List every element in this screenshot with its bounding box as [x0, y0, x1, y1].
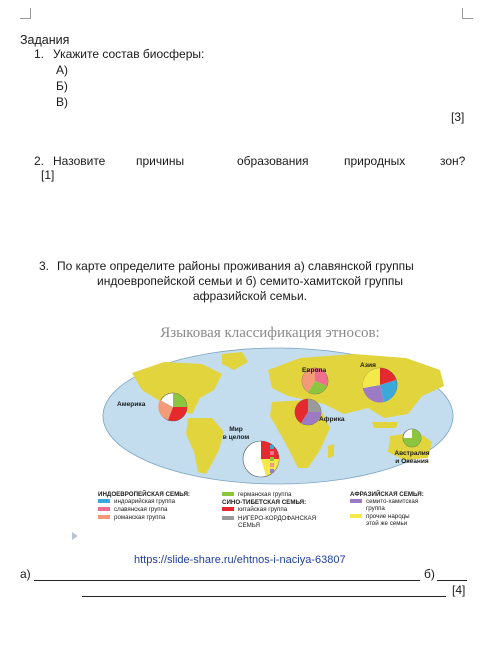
task-3-line-1: По карте определите районы проживания а) славянской группы [57, 259, 414, 273]
world-key-4 [270, 463, 274, 467]
legend-swatch-other [350, 514, 362, 518]
answer-a-line[interactable] [34, 580, 420, 581]
legend-afro-heading: АФРАЗИЙСКАЯ СЕМЬЯ: [350, 491, 424, 498]
task-2-score: [1] [41, 168, 55, 182]
world-key-3 [270, 457, 274, 461]
answer-b-line[interactable] [437, 580, 467, 581]
legend-item-semito-1: семито-хамитская [366, 498, 419, 505]
task-1-number: 1. [34, 47, 45, 61]
task-3-line-3: афразийской семьи. [193, 289, 307, 303]
task-2-word-5: зон? [440, 154, 466, 168]
region-label-australia-2: и Океания [395, 458, 429, 465]
task-3-line-2: индоевропейской семьи и б) семито-хамитской группы [97, 274, 403, 288]
legend-swatch-indoarian [98, 499, 110, 503]
world-key-1 [270, 445, 274, 449]
legend-swatch-romance [98, 515, 110, 519]
source-link[interactable]: https://slide-share.ru/ehtnos-i-naciya-63807 [134, 554, 346, 566]
madagascar-land [328, 444, 334, 458]
answer-b-label: б) [424, 567, 435, 581]
region-label-europe: Европа [302, 367, 327, 374]
task-1-question: Укажите состав биосферы: [53, 47, 205, 61]
task-2-word-1: Назовите [53, 154, 106, 168]
page-corner-left-mark [20, 8, 31, 19]
pie-asia [363, 368, 397, 403]
region-label-australia: Австралия [394, 450, 430, 457]
legend-item-slavic: славянская группа [114, 506, 168, 513]
legend-swatch-semito [350, 499, 362, 503]
task-1-score: [3] [451, 110, 465, 124]
indonesia-land [372, 422, 398, 428]
legend-item-niger-1: НИГЕРО-КОРДОФАНСКАЯ [238, 515, 317, 522]
task-1-option-b: Б) [56, 79, 68, 93]
legend-item-other-2: этой же семьи [366, 520, 408, 527]
world-key-5 [270, 469, 274, 473]
region-label-america: Америка [117, 401, 146, 408]
play-arrow-icon [72, 532, 78, 540]
task-2-word-2: причины [136, 154, 185, 168]
page-title: Задания [20, 33, 70, 47]
legend-item-niger-2: СЕМЬЯ [238, 522, 261, 529]
region-label-asia: Азия [360, 362, 376, 369]
legend-swatch-germanic [222, 492, 234, 496]
task-2-word-4: природных [344, 154, 406, 168]
task-2-word-3: образования [237, 154, 309, 168]
task-1-option-c: В) [56, 95, 68, 109]
legend-item-romance: романская группа [114, 514, 166, 521]
answer-a-label: а) [20, 567, 31, 581]
pie-australia [403, 429, 421, 447]
legend-sino-heading: СИНО-ТИБЕТСКАЯ СЕМЬЯ: [222, 499, 307, 506]
task-3-number: 3. [39, 259, 50, 273]
legend-indo-heading: ИНДОЕВРОПЕЙСКАЯ СЕМЬЯ: [98, 491, 190, 498]
figure-title: Языковая классификация этносов: [160, 325, 380, 341]
legend-item-semito-2: группа [366, 505, 385, 512]
legend-swatch-slavic [98, 507, 110, 511]
legend-swatch-niger [222, 516, 234, 520]
language-map-svg [72, 318, 472, 540]
task-1-option-a: А) [56, 63, 68, 77]
pie-africa [295, 399, 321, 425]
pie-america [158, 393, 187, 421]
legend-item-chinese: китайская группа [238, 506, 288, 513]
task-2-number: 2. [34, 154, 45, 168]
legend-swatch-chinese [222, 507, 234, 511]
answer-second-line[interactable] [82, 596, 446, 597]
answer-score: [4] [452, 583, 466, 597]
legend-item-indoarian: индоарийская группа [114, 498, 176, 505]
region-label-africa: Африка [319, 416, 345, 423]
legend-item-germanic: германская группа [238, 491, 292, 498]
legend-item-other-1: прочие народы [366, 513, 410, 520]
region-label-world: Мир [229, 426, 243, 433]
language-map-figure [72, 318, 472, 540]
page-corner-right-mark [462, 8, 473, 19]
world-key-2 [270, 451, 274, 455]
region-label-world-2: в целом [222, 434, 250, 441]
